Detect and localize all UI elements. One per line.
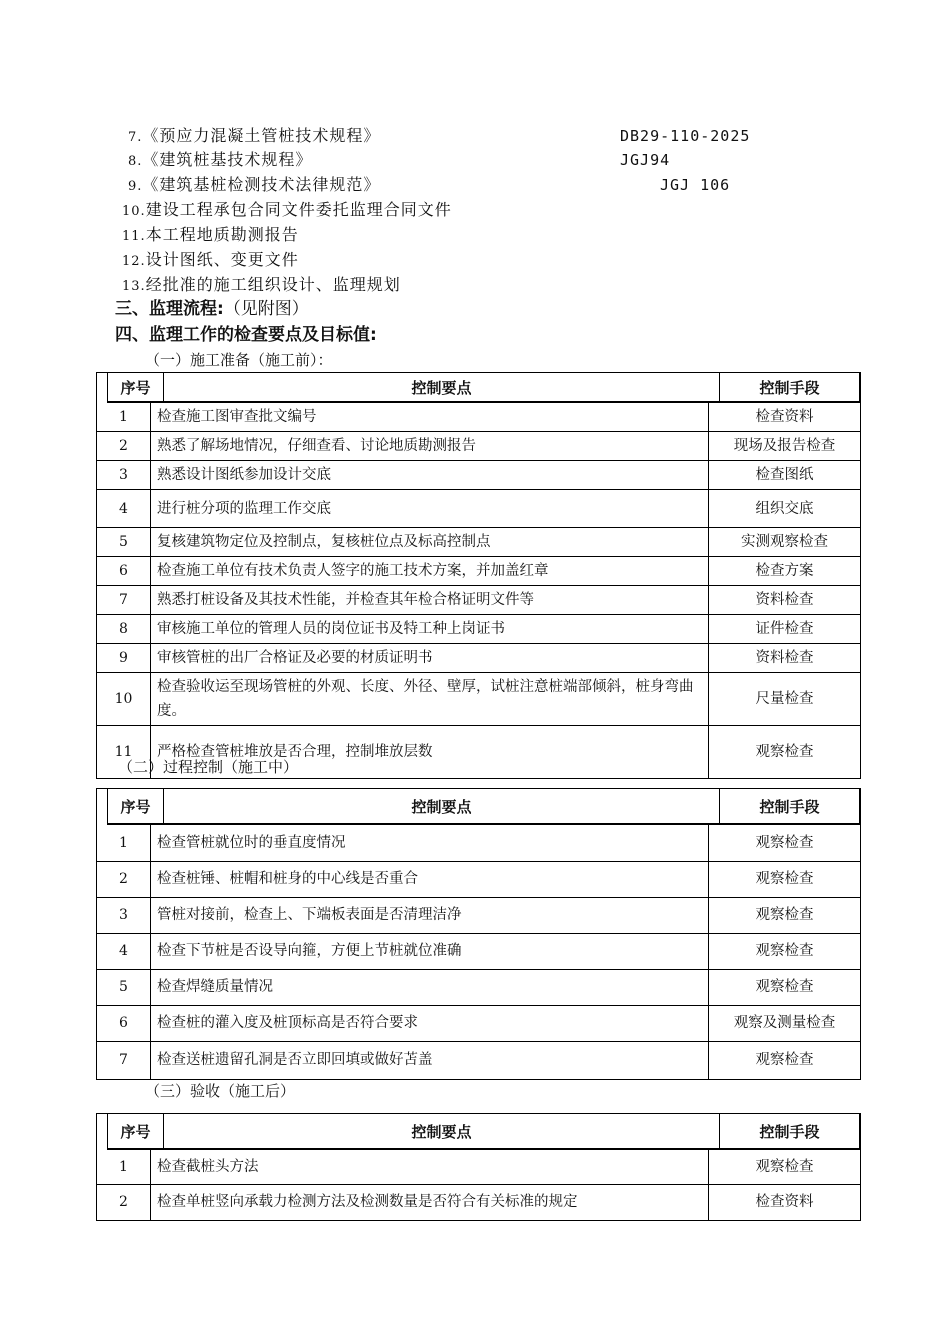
header-point: 控制要点 [164, 789, 720, 823]
section-3-heading: 三、监理流程:（见附图） [115, 299, 309, 319]
table-row: 9 审核管桩的出厂合格证及必要的材质证明书 资料检查 [97, 644, 860, 673]
table-header [107, 373, 860, 403]
table-body [97, 403, 860, 778]
table-header [107, 789, 860, 825]
table-2-subtitle: （二）过程控制（施工中） [118, 758, 299, 776]
table-row: 1 检查截桩头方法 观察检查 [97, 1150, 860, 1184]
table-3 [96, 1113, 861, 1221]
section-3-note: （见附图） [223, 299, 309, 319]
table-row: 8 审核施工单位的管理人员的岗位证书及特工种上岗证书 证件检查 [97, 615, 860, 644]
header-method: 控制手段 [759, 797, 820, 816]
table-row: 2 检查单桩竖向承载力检测方法及检测数量是否符合有关标准的规定 检查资料 [97, 1184, 860, 1220]
table-row: 11 严格检查管桩堆放是否合理，控制堆放层数 观察检查 [97, 726, 860, 778]
section-4-heading: 四、监理工作的检查要点及目标值: [115, 325, 377, 345]
reference-code: JGJ94 [620, 151, 671, 169]
header-method: 控制手段 [759, 378, 820, 397]
reference-item: 11.本工程地质勘测报告 [122, 225, 299, 244]
reference-item: 10.建设工程承包合同文件委托监理合同文件 [122, 200, 452, 219]
table-row: 5 检查焊缝质量情况 观察检查 [97, 969, 860, 1005]
table-row: 5 复核建筑物定位及控制点，复核桩位点及标高控制点 实测观察检查 [97, 528, 860, 557]
table-row: 1 检查施工图审查批文编号 检查资料 [97, 403, 860, 432]
reference-item: 12.设计图纸、变更文件 [122, 250, 299, 269]
table-body [97, 1150, 860, 1220]
reference-item: 9.《建筑基桩检测技术法律规范》 [128, 175, 381, 194]
table-1-subtitle: （一）施工准备（施工前）： [145, 351, 333, 369]
table-row: 4 检查下节桩是否设导向箍，方便上节桩就位准确 观察检查 [97, 933, 860, 969]
header-method: 控制手段 [759, 1122, 820, 1141]
table-row: 6 检查施工单位有技术负责人签字的施工技术方案，并加盖红章 检查方案 [97, 557, 860, 586]
table-row: 3 管桩对接前，检查上、下端板表面是否清理洁净 观察检查 [97, 897, 860, 933]
table-3-subtitle: （三）验收（施工后） [145, 1082, 296, 1100]
reference-item: 7.《预应力混凝土管桩技术规程》 [128, 126, 381, 145]
reference-item: 13.经批准的施工组织设计、监理规划 [122, 275, 401, 294]
reference-code: JGJ 106 [660, 176, 731, 194]
reference-item: 8.《建筑桩基技术规程》 [128, 150, 313, 169]
table-row: 7 检查送桩遗留孔洞是否立即回填或做好苫盖 观察检查 [97, 1041, 860, 1079]
table-row: 10 检查验收运至现场管桩的外观、长度、外径、壁厚，试桩注意桩端部倾斜，桩身弯曲度。 尺量检查 [97, 673, 860, 726]
table-body [97, 825, 860, 1079]
table-row: 4 进行桩分项的监理工作交底 组织交底 [97, 490, 860, 528]
table-row: 1 检查管桩就位时的垂直度情况 观察检查 [97, 825, 860, 861]
header-no: 序号 [108, 789, 164, 823]
table-1 [96, 372, 861, 779]
table-row: 3 熟悉设计图纸参加设计交底 检查图纸 [97, 461, 860, 490]
table-row: 6 检查桩的灌入度及桩顶标高是否符合要求 观察及测量检查 [97, 1005, 860, 1041]
table-row: 2 熟悉了解场地情况，仔细查看、讨论地质勘测报告 现场及报告检查 [97, 432, 860, 461]
header-no: 序号 [108, 373, 164, 401]
header-point: 控制要点 [164, 373, 720, 401]
table-row: 7 熟悉打桩设备及其技术性能，并检查其年检合格证明文件等 资料检查 [97, 586, 860, 615]
table-2 [96, 788, 861, 1080]
header-no: 序号 [108, 1114, 164, 1148]
reference-code: DB29-110-2025 [620, 127, 751, 145]
header-point: 控制要点 [164, 1114, 720, 1148]
table-row: 2 检查桩锤、桩帽和桩身的中心线是否重合 观察检查 [97, 861, 860, 897]
table-header [107, 1114, 860, 1150]
